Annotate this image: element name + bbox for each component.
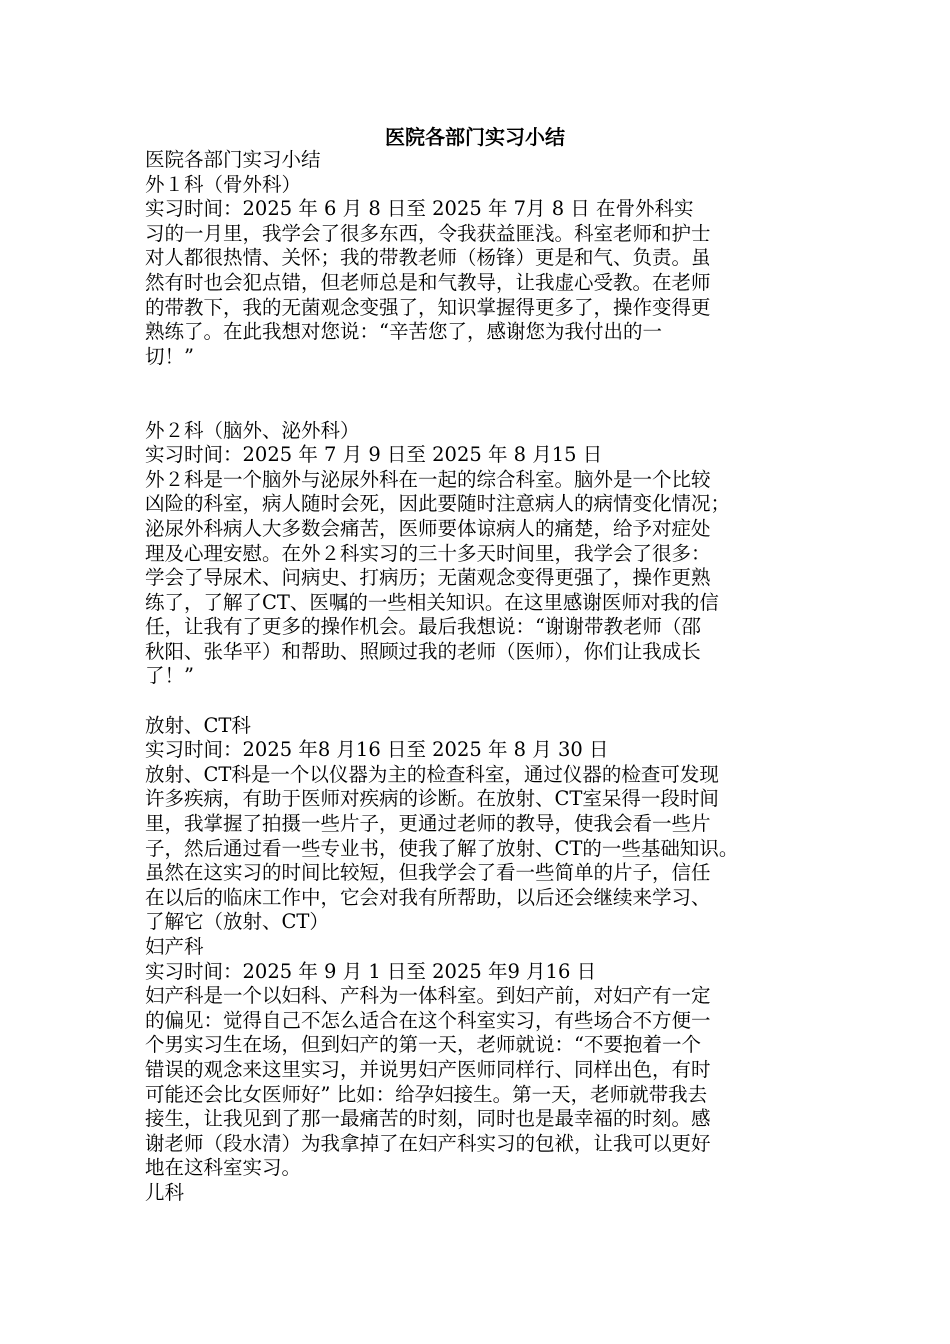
text-line: 放射、CT科是一个以仪器为主的检查科室，通过仪器的检查可发现 [145,762,719,786]
blank-line [145,394,813,419]
text-line: 在以后的临床工作中，它会对我有所帮助，以后还会继续来学习、 [145,885,711,909]
text-line: 的带教下，我的无菌观念变强了，知识掌握得更多了，操作变得更 [145,295,711,319]
text-line: 实习时间：2025 年 9 月 1 日至 2025 年9 月16 日 [145,959,597,983]
document-title: 医院各部门实习小结 [385,125,565,149]
text-line: 可能还会比女医师好” 比如：给孕妇接生。第一天，老师就带我去 [145,1082,708,1106]
text-line: 实习时间：2025 年 7 月 9 日至 2025 年 8 月15 日 [145,443,603,467]
text-line: 医院各部门实习小结 [145,148,321,171]
text-line: 了解它（放射、CT） [145,910,329,934]
text-line: 个男实习生在场，但到妇产的第一天，老师就说：“不要抱着一个 [145,1033,701,1057]
text-line: 虽然在这实习的时间比较短，但我学会了看一些简单的片子，信任 [145,861,711,885]
text-line: 子，然后通过看一些专业书，使我了解了放射、CT的一些基础知识。 [145,836,739,860]
text-line: 的偏见：觉得自己不怎么适合在这个科室实习，有些场合不方便一 [145,1008,711,1032]
text-line: 实习时间：2025 年 6 月 8 日至 2025 年 7月 8 日 在骨外科实 [145,197,694,221]
text-line: 了！” [145,664,194,688]
text-line: 然有时也会犯点错，但老师总是和气教导，让我虚心受教。在老师 [145,270,711,294]
text-line: 秋阳、张华平）和帮助、照顾过我的老师（医师），你们让我成长 [145,639,701,663]
text-line: 理及心理安慰。在外２科实习的三十多天时间里，我学会了很多： [145,541,711,565]
blank-line [145,689,813,714]
text-line: 练了，了解了CT、医嘱的一些相关知识。在这里感谢医师对我的信 [145,590,719,614]
text-line: 实习时间：2025 年8 月16 日至 2025 年 8 月 30 日 [145,738,609,762]
text-line: 对人都很热情、关怀；我的带教老师（杨锋）更是和气、负责。虽 [145,246,711,270]
text-line: 妇产科 [145,935,204,958]
text-line: 外１科（骨外科） [145,172,302,196]
text-line: 放射、CT科 [145,713,251,737]
text-line: 儿科 [145,1180,185,1204]
text-line: 里，我掌握了拍摄一些片子，更通过老师的教导，使我会看一些片 [145,812,711,836]
text-line: 熟练了。在此我想对您说：“辛苦您了，感谢您为我付出的一 [145,320,662,344]
text-line: 地在这科室实习。 [145,1156,302,1180]
text-line: 外２科是一个脑外与泌尿外科在一起的综合科室。脑外是一个比较 [145,467,711,491]
text-line: 泌尿外科病人大多数会痛苦，医师要体谅病人的痛楚，给予对症处 [145,516,711,540]
text-line: 学会了导尿术、问病史、打病历；无菌观念变得更强了，操作更熟 [145,566,711,590]
text-line: 外２科（脑外、泌外科） [145,418,360,442]
text-line: 妇产科是一个以妇科、产科为一体科室。到妇产前，对妇产有一定 [145,984,711,1008]
text-line: 谢老师（段水清）为我拿掉了在妇产科实习的包袱，让我可以更好 [145,1131,711,1155]
text-line: 接生，让我见到了那一最痛苦的时刻，同时也是最幸福的时刻。感 [145,1107,711,1131]
text-line: 许多疾病，有助于医师对疾病的诊断。在放射、CT室呆得一段时间 [145,787,719,811]
blank-line [145,369,813,394]
text-line: 切！” [145,344,194,368]
text-line: 习的一月里，我学会了很多东西，令我获益匪浅。科室老师和护士 [145,221,711,245]
text-line: 凶险的科室，病人随时会死，因此要随时注意病人的病情变化情况； [145,492,731,516]
document-body [145,148,813,1206]
text-line: 错误的观念来这里实习，并说男妇产医师同样行、同样出色，有时 [145,1057,711,1081]
text-line: 任，让我有了更多的操作机会。最后我想说：“谢谢带教老师（邵 [145,615,701,639]
